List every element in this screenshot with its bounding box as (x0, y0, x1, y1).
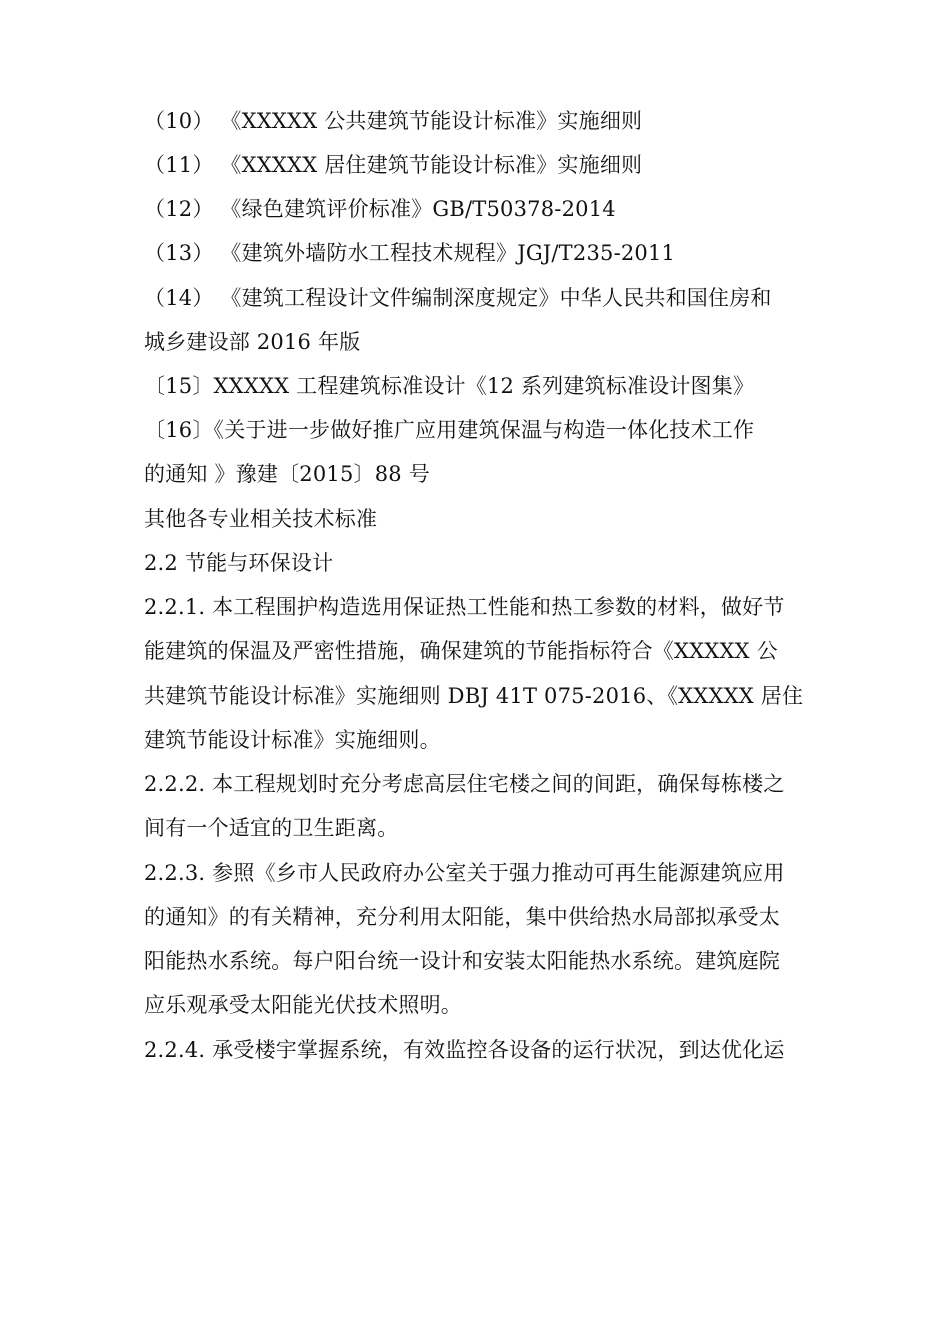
reference-item-11: （11） 《XXXXX 居住建筑节能设计标准》实施细则 (144, 153, 643, 177)
reference-item-10: （10） 《XXXXX 公共建筑节能设计标准》实施细则 (144, 109, 643, 133)
paragraph-2-2-3-line-1: 2.2.3. 参照《乡市人民政府办公室关于强力推动可再生能源建筑应用 (144, 861, 785, 885)
reference-item-13: （13） 《建筑外墙防水工程技术规程》JGJ/T235-2011 (144, 241, 676, 265)
paragraph-2-2-1-line-2: 能建筑的保温及严密性措施，确保建筑的节能指标符合《XXXXX 公 (144, 639, 778, 663)
paragraph-2-2-2-line-2: 间有一个适宜的卫生距离。 (144, 816, 399, 840)
paragraph-2-2-3-line-4: 应乐观承受太阳能光伏技术照明。 (144, 993, 462, 1017)
reference-item-14-continued: 城乡建设部 2016 年版 (144, 330, 361, 354)
reference-item-15: 〔15〕XXXXX 工程建筑标准设计《12 系列建筑标准设计图集》 (144, 374, 755, 398)
other-standards-text: 其他各专业相关技术标准 (144, 507, 378, 531)
paragraph-2-2-2-line-1: 2.2.2. 本工程规划时充分考虑高层住宅楼之间的间距，确保每栋楼之 (144, 772, 785, 796)
paragraph-2-2-3-line-2: 的通知》的有关精神，充分利用太阳能，集中供给热水局部拟承受太 (144, 905, 780, 929)
reference-item-16: 〔16〕《关于进一步做好推广应用建筑保温与构造一体化技术工作 (144, 418, 755, 442)
reference-item-14: （14） 《建筑工程设计文件编制深度规定》中华人民共和国住房和 (144, 286, 772, 310)
paragraph-2-2-4-line-1: 2.2.4. 承受楼宇掌握系统，有效监控各设备的运行状况，到达优化运 (144, 1038, 785, 1062)
paragraph-2-2-1-line-4: 建筑节能设计标准》实施细则。 (144, 728, 441, 752)
reference-item-16-continued: 的通知 》豫建〔2015〕88 号 (144, 462, 430, 486)
paragraph-2-2-3-line-3: 阳能热水系统。每户阳台统一设计和安装太阳能热水系统。建筑庭院 (144, 949, 780, 973)
paragraph-2-2-1-line-1: 2.2.1. 本工程围护构造选用保证热工性能和热工参数的材料，做好节 (144, 595, 785, 619)
section-heading-2-2: 2.2 节能与环保设计 (144, 551, 334, 575)
paragraph-2-2-1-line-3: 共建筑节能设计标准》实施细则 DBJ 41T 075-2016、《XXXXX 居住 (144, 684, 804, 708)
reference-item-12: （12） 《绿色建筑评价标准》GB/T50378-2014 (144, 197, 616, 221)
